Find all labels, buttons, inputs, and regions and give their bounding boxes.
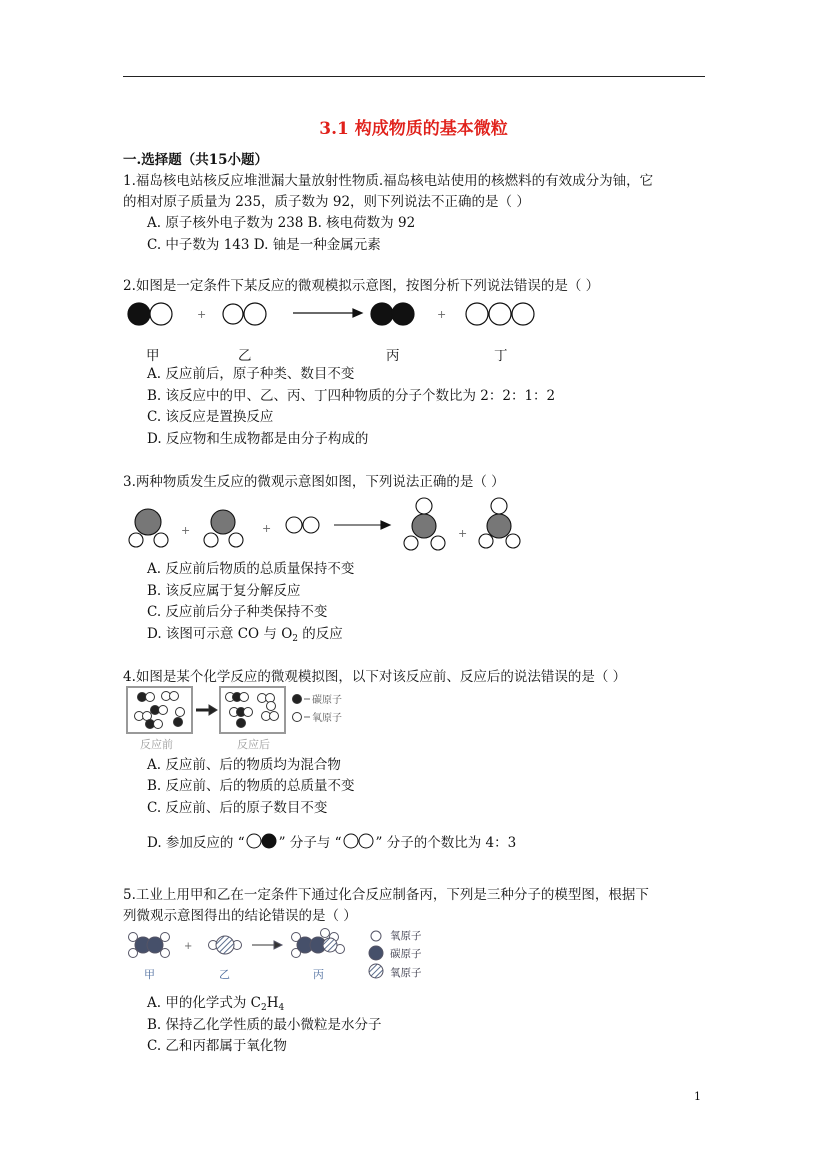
q4-option-a: A. 反应前、后的物质均为混合物 [147,757,341,773]
q4-option-c: C. 反应前、后的原子数目不变 [147,800,328,816]
page-title: 3.1 构成物质的基本微粒 [319,119,508,139]
q2-label-jia: 甲 [146,348,160,364]
q5-option-c: C. 乙和丙都属于氧化物 [147,1038,287,1054]
q5-option-a: A. 甲的化学式为 $C_2H_4$ [147,995,285,1013]
q5-legend-2: 碳原子 [390,948,422,960]
q1-options-ab: A. 原子核外电子数为 238 B. 核电荷数为 92 [147,215,416,231]
q2-label-yi: 乙 [238,348,252,364]
q5-option-b: B. 保持乙化学性质的最小微粒是水分子 [147,1017,382,1033]
q4-option-d: D. 参加反应的 “ ” 分子与 “ ” 分子的个数比为 4：3 [147,835,517,851]
q5-label-bing: 丙 [313,968,324,981]
q4-caption-after: 反应后 [237,738,270,751]
q3-stem: 3.两种物质发生反应的微观示意图如图，下列说法正确的是（ ） [123,474,505,490]
q2-label-ding: 丁 [494,348,508,364]
svg-text:+: + [458,527,468,540]
q3-option-d: D. 该图可示意 CO 与 $O_2$ 的反应 [147,626,343,644]
svg-text:+: + [181,524,191,537]
q2-label-bing: 丙 [386,348,400,364]
q4-legend-carbon: 碳原子 [312,695,342,706]
q5-stem-line1: 5.工业上用甲和乙在一定条件下通过化合反应制备丙，下列是三种分子的模型图，根据下 [123,887,649,903]
q2-option-b: B. 该反应中的甲、乙、丙、丁四种物质的分子个数比为 2：2：1：2 [147,388,556,404]
q3-option-c: C. 反应前后分子种类保持不变 [147,604,328,620]
page-number: 1 [694,1090,701,1103]
q3-option-a: A. 反应前后物质的总质量保持不变 [147,561,355,577]
q1-options-cd: C. 中子数为 143 D. 铀是一种金属元素 [147,237,381,253]
q1-stem-line1: 1.福岛核电站核反应堆泄漏大量放射性物质.福岛核电站使用的核燃料的有效成分为铀，它 [123,173,654,189]
svg-text:+: + [262,522,272,535]
q4-stem: 4.如图是某个化学反应的微观模拟图，以下对该反应前、反应后的说法错误的是（ ） [123,669,627,685]
q2-stem: 2.如图是一定条件下某反应的微观模拟示意图，按图分析下列说法错误的是（ ） [123,278,600,294]
q4-legend-oxygen: 氧原子 [312,713,342,724]
q5-legend-1: 氧原子 [390,930,422,942]
q5-label-yi: 乙 [219,968,230,981]
svg-text:+: + [184,941,193,952]
q5-legend-3: 氧原子 [390,967,422,979]
svg-text:+: + [197,308,207,321]
q5-stem-line2: 列微观示意图得出的结论错误的是（ ） [123,908,357,924]
q4-option-b: B. 反应前、后的物质的总质量不变 [147,778,355,794]
q3-option-b: B. 该反应属于复分解反应 [147,583,301,599]
q5-label-jia: 甲 [144,968,155,981]
svg-text:+: + [437,308,447,321]
q1-stem-line2: 的相对原子质量为 235，质子数为 92，则下列说法不正确的是（ ） [123,194,530,210]
q2-option-a: A. 反应前后，原子种类、数目不变 [147,366,355,382]
section-heading: 一.选择题（共15小题） [123,152,268,168]
q2-option-c: C. 该反应是置换反应 [147,409,274,425]
q4-caption-before: 反应前 [140,738,173,751]
q2-option-d: D. 反应物和生成物都是由分子构成的 [147,431,369,447]
